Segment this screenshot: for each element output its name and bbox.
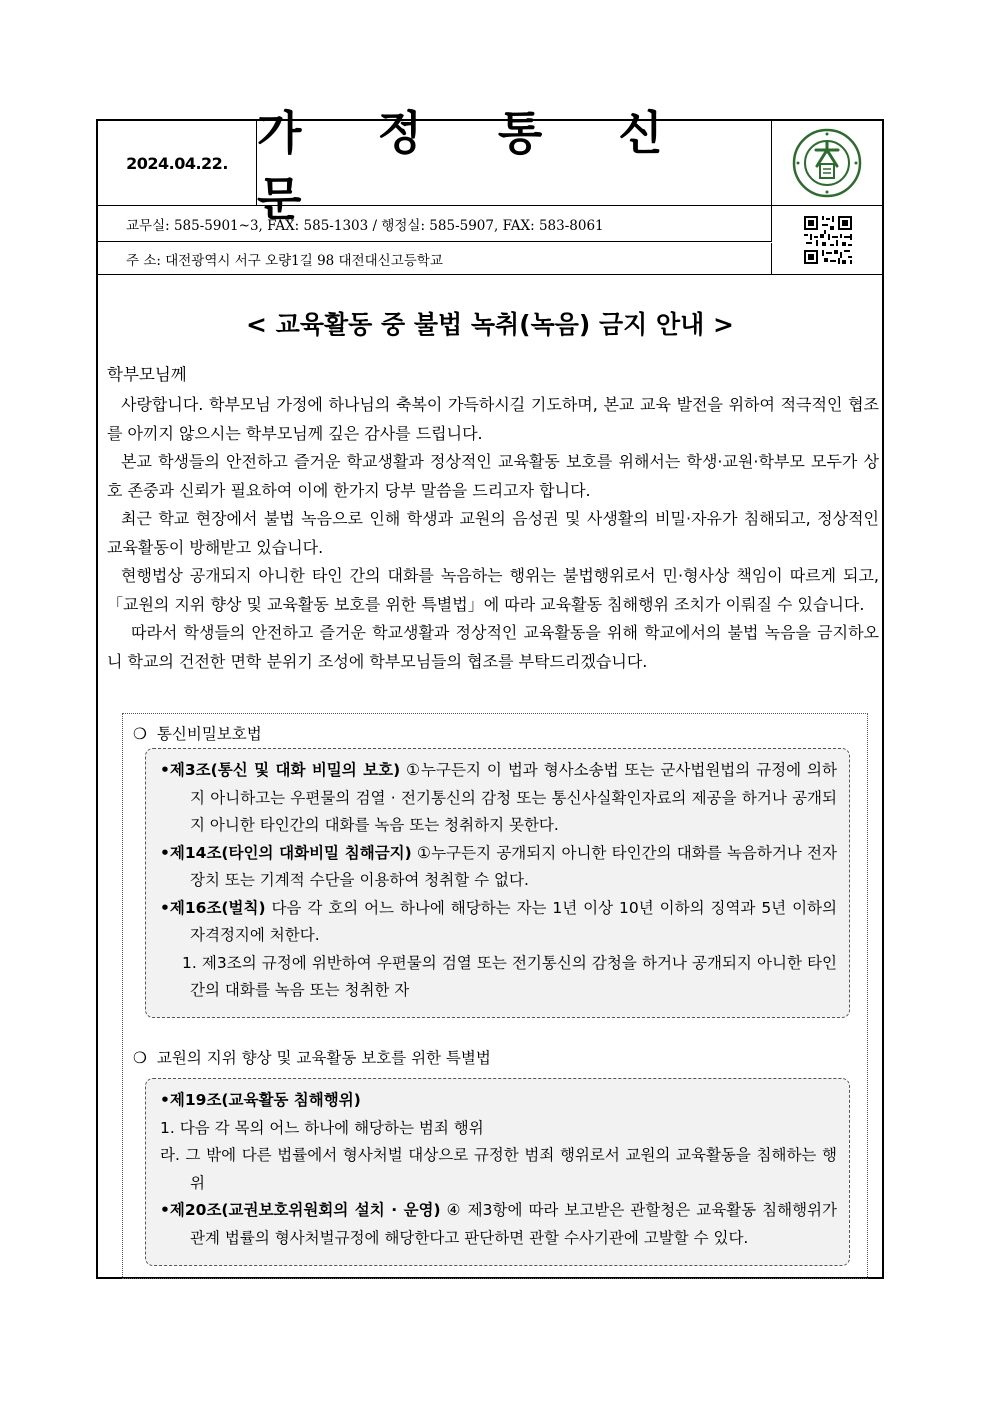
- newsletter-title: 가 정 통 신 문: [257, 121, 772, 205]
- bullet-icon: ❍: [133, 1049, 147, 1067]
- article-14: [160, 840, 837, 895]
- contact-info: 교무실: 585-5901~3, FAX: 585-1303 / 행정실: 585-5907, FAX: 583-8061: [98, 206, 772, 242]
- telecom-law-articles: [145, 748, 850, 1018]
- school-emblem-icon: [772, 121, 882, 205]
- notice-title: < 교육활동 중 불법 녹취(녹음) 금지 안내 >: [246, 310, 734, 339]
- paragraph: 본교 학생들의 안전하고 즐거운 학교생활과 정상적인 교육활동 보호를 위해서는 학생·교원·학부모 모두가 상호 존중과 신뢰가 필요하여 이에 한가지 당부 말씀을 드리고자 합니다.: [107, 452, 879, 500]
- newsletter-frame: [96, 106, 884, 1279]
- article-title: •제16조(벌칙): [160, 898, 266, 917]
- law-heading-telecom: [133, 722, 262, 744]
- paragraph: 최근 학교 현장에서 불법 녹음으로 인해 학생과 교원의 음성권 및 사생활의 비밀·자유가 침해되고, 정상적인 교육활동이 방해받고 있습니다.: [107, 509, 879, 557]
- greeting: 학부모님께: [107, 365, 187, 384]
- article-text: ①누구든지 공개되지 아니한 타인간의 대화를 녹음하거나 전자장치 또는 기계적 수단을 이용하여 청취할 수 없다.: [190, 843, 837, 889]
- notice-body: [107, 391, 879, 676]
- article-19-item-ra: 라. 그 밖에 다른 법률에서 형사처벌 대상으로 규정한 범죄 행위로서 교원의 교육활동을 침해하는 행위: [160, 1146, 837, 1192]
- paragraph: 사랑합니다. 학부모님 가정에 하나님의 축복이 가득하시길 기도하며, 본교 교육 발전을 위하여 적극적인 협조를 아끼지 않으시는 학부모님께 깊은 감사를 드립니다.: [107, 395, 879, 443]
- article-16-item-1: 1. 제3조의 규정에 위반하여 우편물의 검열 또는 전기통신의 감청을 하거나 공개되지 아니한 타인간의 대화를 녹음 또는 청취한 자: [182, 953, 837, 999]
- law-heading-text: 교원의 지위 향상 및 교육활동 보호를 위한 특별법: [156, 1049, 491, 1067]
- article-20: [160, 1197, 837, 1252]
- qr-code-icon[interactable]: [773, 206, 882, 274]
- article-title: •제19조(교육활동 침해행위): [160, 1091, 361, 1109]
- bullet-icon: ❍: [133, 725, 147, 743]
- article-19-item-1: 1. 다음 각 목의 어느 하나에 해당하는 범죄 행위: [160, 1118, 484, 1137]
- header-divider: [98, 274, 882, 275]
- law-heading-text: 통신비밀보호법: [156, 725, 262, 743]
- paragraph: 현행법상 공개되지 아니한 타인 간의 대화를 녹음하는 행위는 불법행위로서 민·형사상 책임이 따르게 되고, 「교원의 지위 향상 및 교육활동 보호를 위한 특별법」에 따라 교육활동 침해행위 조치가 이뤄질 수 있습니다.: [107, 566, 879, 614]
- law-reference-box: [122, 713, 868, 1279]
- issue-date: 2024.04.22.: [98, 121, 257, 205]
- law-heading-teacher: [133, 1046, 491, 1068]
- article-19: [160, 1087, 837, 1115]
- article-title: •제14조(타인의 대화비밀 침해금지): [160, 843, 412, 862]
- article-text: ①누구든지 이 법과 형사소송법 또는 군사법원법의 규정에 의하지 아니하고는 우편물의 검열 · 전기통신의 감청 또는 통신사실확인자료의 제공을 하거나 공개되지 아니한 타인간의 대화를 녹음 또는 청취하지 못한다.: [190, 761, 838, 834]
- article-16: [160, 895, 837, 950]
- teacher-law-articles: [145, 1078, 850, 1266]
- article-title: •제3조(통신 및 대화 비밀의 보호): [160, 761, 401, 779]
- paragraph: 따라서 학생들의 안전하고 즐거운 학교생활과 정상적인 교육활동을 위해 학교에서의 불법 녹음을 금지하오니 학교의 건전한 면학 분위기 조성에 학부모님들의 협조를 부탁드리겠습니다.: [107, 623, 879, 671]
- article-3: [160, 757, 837, 840]
- article-title: •제20조(교권보호위원회의 설치 · 운영): [160, 1201, 441, 1219]
- article-text: 다음 각 호의 어느 하나에 해당하는 자는 1년 이상 10년 이하의 징역과 5년 이하의 자격정지에 처한다.: [190, 898, 837, 944]
- school-address: 주 소: 대전광역시 서구 오량1길 98 대전대신고등학교: [98, 243, 772, 274]
- article-text: ④ 제3항에 따라 보고받은 관할청은 교육활동 침해행위가 관계 법률의 형사처벌규정에 해당한다고 판단하면 관할 수사기관에 고발할 수 있다.: [190, 1201, 837, 1247]
